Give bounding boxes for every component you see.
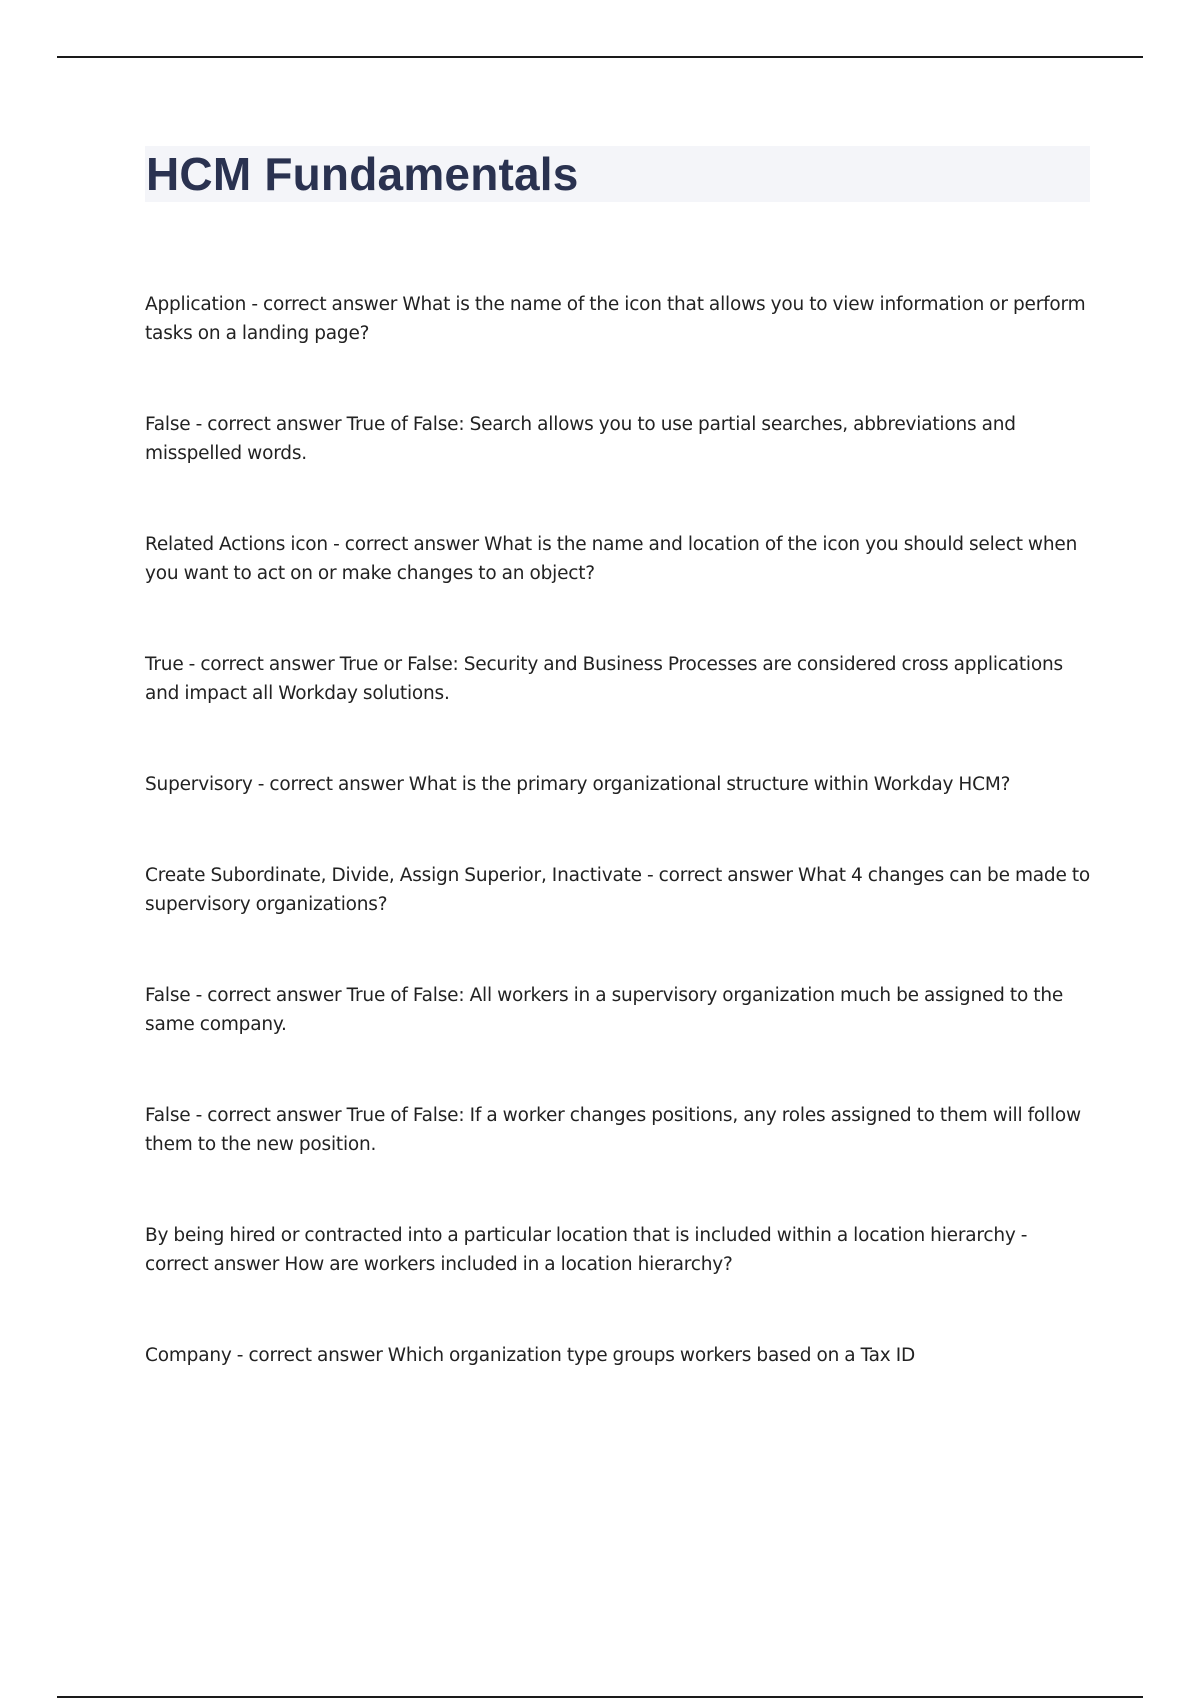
qa-item: Related Actions icon - correct answer What is the name and location of the icon you should select when you want to act on or make changes to an object? bbox=[145, 534, 1078, 584]
qa-item: Supervisory - correct answer What is the primary organizational structure within Workday HCM? bbox=[145, 774, 1011, 795]
qa-list bbox=[145, 290, 1090, 1432]
header-rule bbox=[57, 56, 1143, 58]
qa-item: False - correct answer True of False: If a worker changes positions, any roles assigned to them will follow them to the new position. bbox=[145, 1105, 1081, 1155]
qa-item: False - correct answer True of False: Search allows you to use partial searches, abbreviations and misspelled words. bbox=[145, 414, 1016, 464]
qa-item: Company - correct answer Which organization type groups workers based on a Tax ID bbox=[145, 1345, 915, 1366]
qa-item: False - correct answer True of False: All workers in a supervisory organization much be assigned to the same company. bbox=[145, 985, 1064, 1035]
footer-rule bbox=[57, 1696, 1143, 1698]
qa-item: By being hired or contracted into a particular location that is included within a location hierarchy - correct answer How are workers included in a location hierarchy? bbox=[145, 1225, 1028, 1275]
qa-item: Application - correct answer What is the name of the icon that allows you to view information or perform tasks on a landing page? bbox=[145, 294, 1086, 344]
qa-item: True - correct answer True or False: Security and Business Processes are considered cross applications and impact all Workday solutions. bbox=[145, 654, 1063, 704]
page-title: HCM Fundamentals bbox=[146, 148, 579, 200]
qa-item: Create Subordinate, Divide, Assign Superior, Inactivate - correct answer What 4 changes can be made to supervisory organizations? bbox=[145, 865, 1091, 915]
